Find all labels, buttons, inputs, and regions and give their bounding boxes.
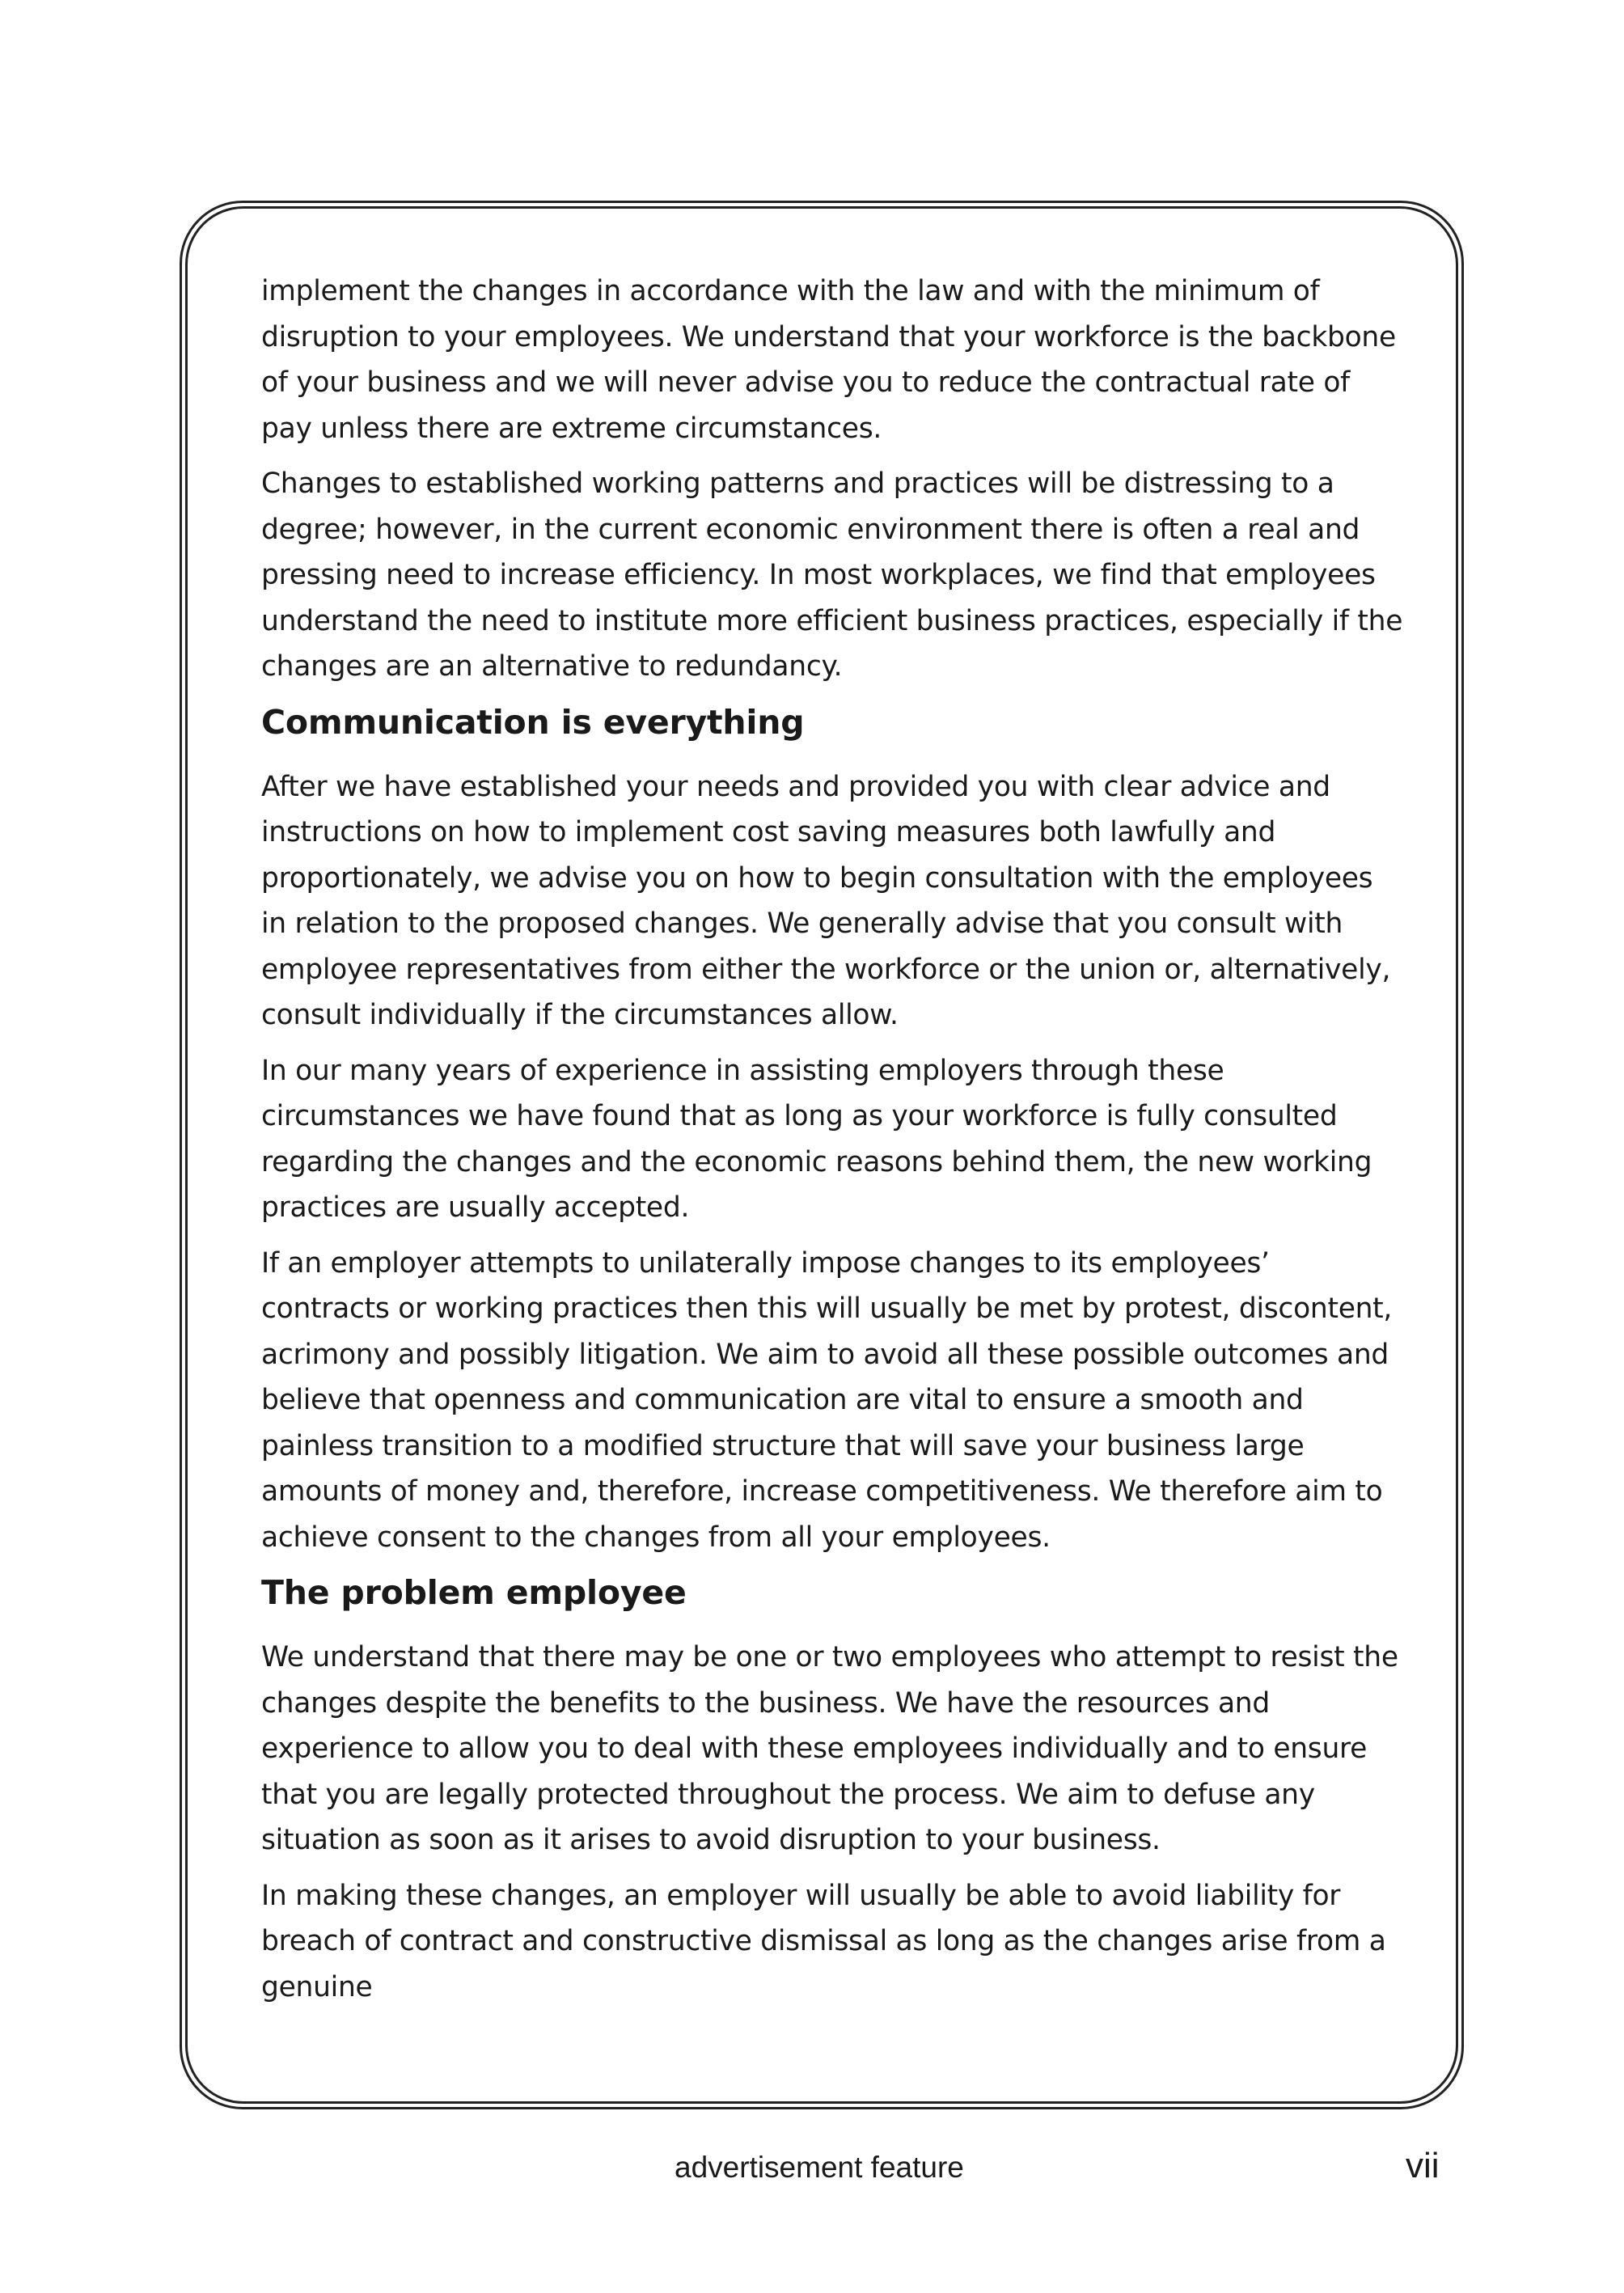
section-heading-problem-employee: The problem employee [261,1573,687,1612]
paragraph: If an employer attempts to unilaterally impose changes to its employees’ contracts or working practices then this will usually be met by protest, discontent, acrimony and possibly litigation. We aim to avoid all these possible outcomes and believe that openness and communication are vital to ensure a smooth and painless transition to a modified structure that will save your business large amounts of money and, therefore, increase competitiveness. We therefore aim to achieve consent to the changes from all your employees. [261,1246,1393,1554]
footer-label: advertisement feature [675,2151,964,2184]
paragraph: After we have established your needs and provided you with clear advice and instructions on how to implement cost saving measures both lawfully and proportionately, we advise you on how to begin consultation with the employees in relation to the proposed changes. We generally advise that you consult with employee representatives from either the workforce or the union or, alternatively, consult individually if the circumstances allow. [261,770,1391,1031]
paragraph: In our many years of experience in assisting employers through these circumstances we have found that as long as your workforce is fully consulted regarding the changes and the economic reasons behind them, the new working practices are usually accepted. [261,1054,1372,1224]
paragraph: We understand that there may be one or two employees who attempt to resist the changes despite the benefits to the business. We have the resources and experience to allow you to deal with these employees individually and to ensure that you are legally protected throughout the process. We aim to defuse any situation as soon as it arises to avoid disruption to your business. [261,1641,1398,1856]
paragraph: Changes to established working patterns and practices will be distressing to a degree; however, in the current economic environment there is often a real and pressing need to increase efficiency. In most workplaces, we find that employees understand the need to institute more efficient business practices, especially if the changes are an alternative to redundancy. [261,467,1403,683]
page-number: vii [1406,2146,1440,2185]
paragraph: In making these changes, an employer will usually be able to avoid liability for breach of contract and constructive dismissal as long as the changes arise from a genuine [261,1879,1386,2003]
section-heading-communication: Communication is everything [261,702,805,742]
article-body [261,269,1406,2020]
paragraph: implement the changes in accordance with the law and with the minimum of disruption to your employees. We understand that your workforce is the backbone of your business and we will never advise you to reduce the contractual rate of pay unless there are extreme circumstances. [261,275,1396,445]
